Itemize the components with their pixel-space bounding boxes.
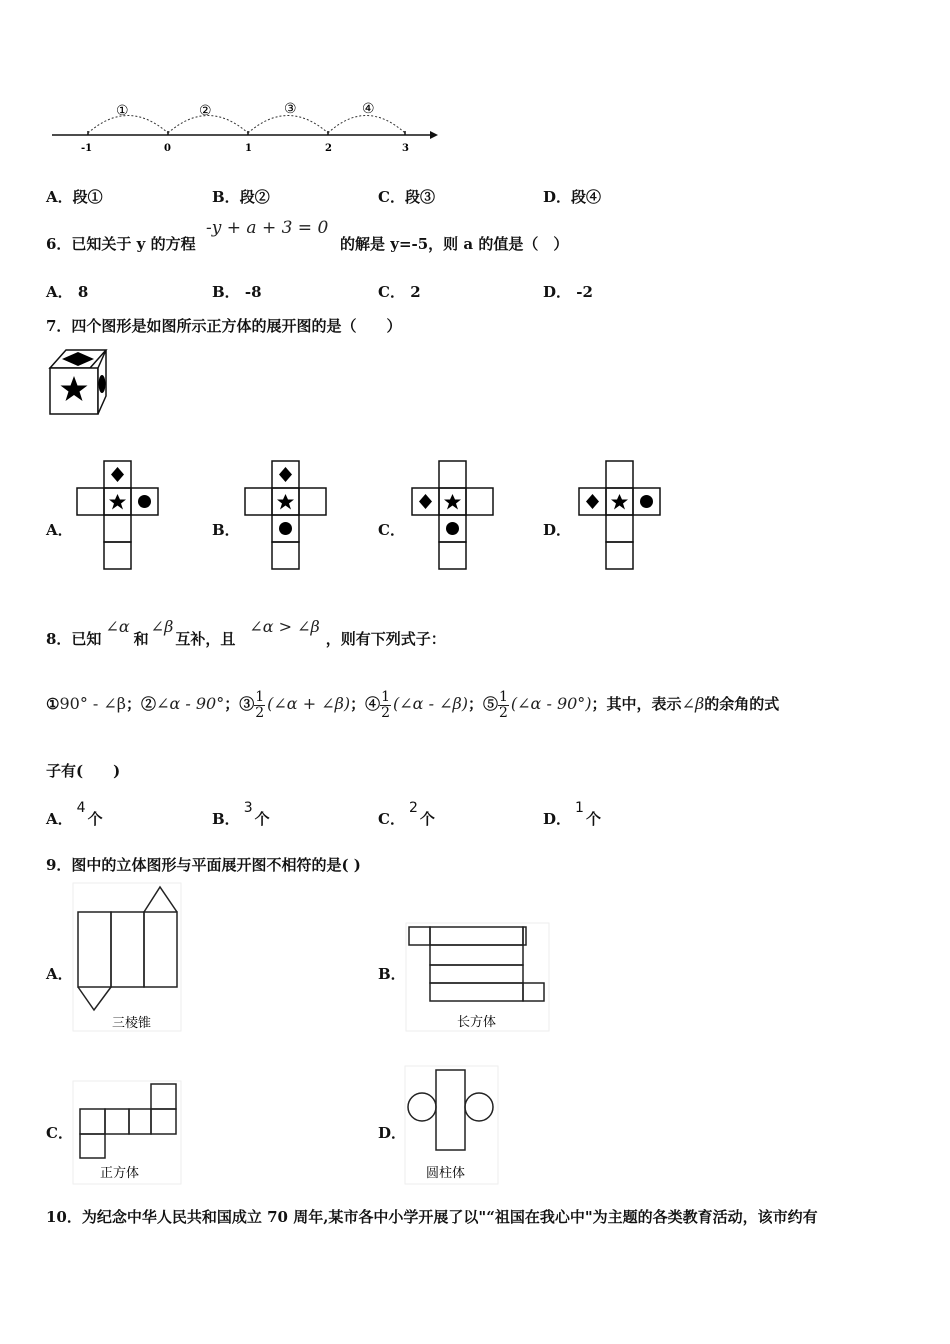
q8-option-a[interactable]: A．4个 [46, 800, 103, 828]
q7-net-a[interactable] [75, 459, 165, 574]
q7-stem: 7．四个图形是如图所示正方体的展开图的是（ ） [46, 317, 402, 335]
segment-label: ④ [362, 101, 375, 117]
q6-option-c[interactable]: C． 2 [378, 283, 421, 301]
q8-option-b[interactable]: B．3个 [212, 800, 270, 828]
q9-option-b-label[interactable]: B． [378, 965, 406, 983]
q9-net-d[interactable] [404, 1065, 499, 1185]
q8-line2: ①90° - ∠β；②∠α - 90°；③ $\frac{1}{2}$ (∠α + ∠β)；④ $\frac{1}{2}$ (∠α - ∠β)；⑤ $\frac{1}{2}$ (∠α - 90°)；其中，表示∠β的余角的式 [46, 688, 780, 721]
q8-option-c[interactable]: C．2个 [378, 800, 435, 828]
q9-stem: 9．图中的立体图形与平面展开图不相符的是( ) [46, 856, 361, 874]
q8-line3: 子有( ) [46, 762, 121, 780]
circle-icon [446, 522, 459, 535]
caption-cuboid: 长方体 [457, 1015, 497, 1030]
segment-label: ② [199, 103, 212, 119]
q9-net-a[interactable] [72, 882, 182, 1032]
diamond-icon [419, 494, 432, 509]
arc-segment [248, 116, 328, 134]
q5-option-d[interactable]: D．段④ [543, 188, 602, 206]
q6-option-b[interactable]: B． -8 [212, 283, 262, 301]
caption-cube: 正方体 [100, 1166, 140, 1181]
tick-label: -1 [81, 143, 93, 154]
q6-option-d[interactable]: D． -2 [543, 283, 593, 301]
axis-arrow [430, 131, 438, 139]
q7-option-c-label[interactable]: C． [378, 521, 405, 539]
circle-icon [279, 522, 292, 535]
tick-label: 0 [164, 143, 171, 154]
star-icon [277, 494, 294, 510]
q9-net-b[interactable] [405, 922, 550, 1032]
caption-cylinder: 圆柱体 [426, 1166, 466, 1181]
q7-option-b-label[interactable]: B． [212, 521, 240, 539]
diamond-icon [111, 467, 124, 482]
star-icon [611, 494, 628, 510]
diamond-icon [279, 467, 292, 482]
q6-stem-prefix: 6．已知关于 y 的方程 [46, 235, 196, 253]
q5-option-a[interactable]: A．段① [46, 188, 103, 206]
q8-option-d[interactable]: D．1个 [543, 800, 601, 828]
q8-line1: 8．已知∠α和∠β互补，且∠α > ∠β，则有下列式子： [46, 617, 446, 648]
tick-label: 3 [402, 143, 409, 154]
star-icon [109, 494, 126, 510]
q7-option-a-label[interactable]: A． [46, 521, 73, 539]
arc-segment [328, 116, 405, 134]
circle-icon [99, 375, 106, 393]
caption-pyramid: 三棱锥 [112, 1016, 152, 1031]
segment-label: ③ [284, 101, 297, 117]
q5-option-c[interactable]: C．段③ [378, 188, 435, 206]
circle-icon [138, 495, 151, 508]
star-icon [444, 494, 461, 510]
q7-net-b[interactable] [243, 459, 333, 574]
tick-label: 2 [325, 143, 332, 154]
segment-label: ① [116, 103, 129, 119]
q7-option-d-label[interactable]: D． [543, 521, 572, 539]
q6-stem-suffix: 的解是 y=-5，则 a 的值是（ ） [340, 235, 569, 253]
q7-net-c[interactable] [410, 459, 500, 574]
q9-option-c-label[interactable]: C． [46, 1124, 73, 1142]
q7-net-d[interactable] [577, 459, 667, 574]
q7-cube-figure [46, 346, 116, 421]
q9-option-d-label[interactable]: D． [378, 1124, 407, 1142]
q5-option-b[interactable]: B．段② [212, 188, 270, 206]
q6-option-a[interactable]: A． 8 [46, 283, 89, 301]
q9-option-a-label[interactable]: A． [46, 965, 73, 983]
q6-equation: -y + a + 3 = 0 [206, 218, 329, 238]
number-line-svg [0, 0, 950, 170]
circle-icon [640, 495, 653, 508]
diamond-icon [586, 494, 599, 509]
tick-label: 1 [245, 143, 252, 154]
q9-net-c[interactable] [72, 1080, 182, 1185]
q10-stem: 10．为纪念中华人民共和国成立 70 周年,某市各中小学开展了以"“祖国在我心中"为主题的各类教育活动，该市约有 [46, 1208, 818, 1226]
